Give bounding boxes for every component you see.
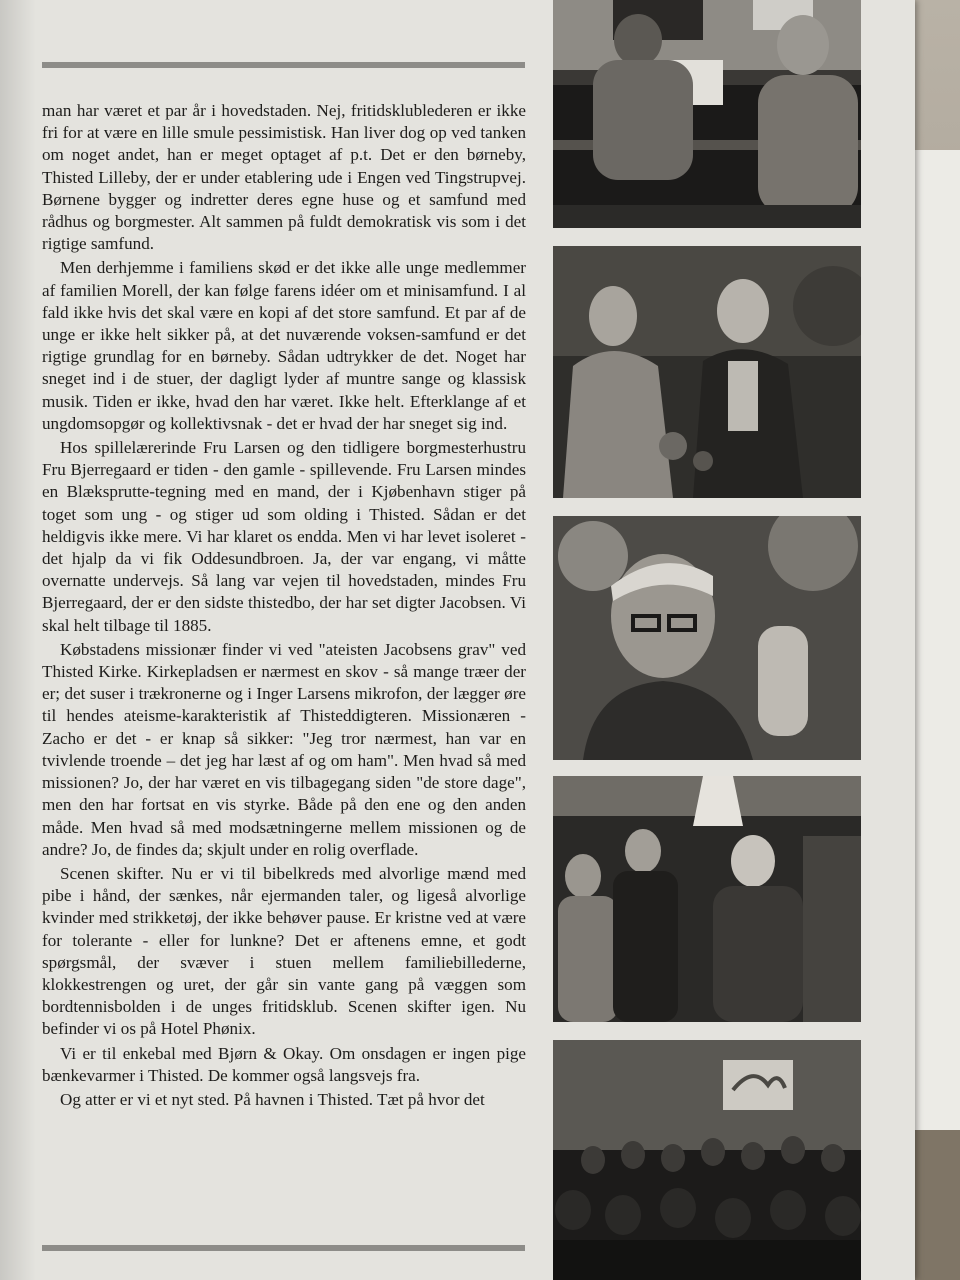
paragraph-3: Hos spillelærerinde Fru Larsen og den tidligere borgmesterhustru Fru Bjerregaard er tiden - den gamle - spillevende. Fru Larsen mindes en Blæksprutte-tegning med en mand, der i Kjøbenhavn stiger på toget som ung - og stiger ud som olding i Thisted. Sådan er det heldigvis ikke mere. Vi har klaret os endda. Men vi har levet isoleret - det hjalp da vi fik Oddesundbroen. Ja, der var engang, vi måtte overnatte undervejs. Så lang var vejen til hovedstaden, mindes Fru Bjerregaard, der er den sidste thistedbo, der har set digter Jacobsen. Vi skal helt tilbage til 1885. xyxy=(42,438,526,635)
photo-piano-lesson xyxy=(553,0,861,228)
photo-two-women xyxy=(553,246,861,498)
top-rule xyxy=(42,62,525,68)
photo-dance-hall xyxy=(553,1040,861,1280)
paragraph-7: Og atter er vi et nyt sted. På havnen i Thisted. Tæt på hvor det xyxy=(60,1089,485,1109)
paragraph-2: Men derhjemme i familiens skød er det ikke alle unge medlemmer af familien Morell, der kan følge farens idéer om et minisamfund. I al fald ikke hvis det skal være en kopi af det store samfund. Et par af de unge er ikke helt sikker på, at det nuværende voksen-samfund er det rigtige grundlag for en børneby. Sådan udtrykker de det. Noget har sneget ind i de stuer, der dagligt lyder af muntre sange og klassisk musik. Tiden er ikke, hvad den har været. Ikke helt. Efterklange af et ungdomsopgør og kollektivsnak - det er hvad der har sneget sig ind. xyxy=(42,258,526,433)
page-gutter-shadow xyxy=(0,0,36,1280)
text-column xyxy=(42,100,526,1111)
paragraph-5: Scenen skifter. Nu er vi til bibelkreds med alvorlige mænd med pibe i hånd, der sænkes, når ejermanden taler, og ligeså alvorlige kvinder med strikketøj, der ikke behøver pause. Er kristne ved at være for tolerante - eller for lunkne? Det er aftenens emne, et godt spørgsmål, der svæver i stuen mellem familiebillederne, klokkestrengen og uret, der går sin vante gang på væggen som bordtennisbolden i de unges fritidsklub. Scenen skifter igen. Nu befinder vi os på Hotel Phønix. xyxy=(42,863,526,1039)
photo-group-conversation xyxy=(553,776,861,1022)
photo-man-with-glasses xyxy=(553,516,861,760)
paragraph-4: Købstadens missionær finder vi ved "ateisten Jacobsens grav" ved Thisted Kirke. Kirkepladsen er nærmest en skov - så mange træer der er; det suser i trækronerne og i Inger Larsens mikrofon, der lægger øre til hendes ateisme-karakteristik af Thisteddigteren. Missionæren - Zacho er det - er knap så sikker: "Jeg tror nærmest, han var en tvivlende troende – det jeg har læst af og om ham". Men hvad så med missionen? Jo, der har været en vis tilbagegang siden "de store dage", men den har fortsat en vis styrke. Både på den ene og den anden måde. Men hvad så med modsætningerne mellem missionen og de andre? Jo, de findes da; skjult under en rolig overflade. xyxy=(42,639,526,859)
paragraph-6: Vi er til enkebal med Bjørn & Okay. Om onsdagen er ingen pige bænkevarmer i Thisted. De kommer også langsvejs fra. xyxy=(42,1043,526,1085)
bottom-rule xyxy=(42,1245,525,1251)
paragraph-1: man har været et par år i hovedstaden. Nej, fritidsklublederen er ikke fri for at være en lille smule pessimistisk. Han liver dog op ved tanken om noget andet, han er meget optaget af p.t. Det er den børneby, Thisted Lilleby, der er under etablering ude i Engen ved Tingstrupvej. Børnene bygger og indretter deres egne huse og et samfund med rådhus og borgmester. Alt sammen på fuldt demokratisk vis som i det rigtige samfund. xyxy=(42,101,526,254)
